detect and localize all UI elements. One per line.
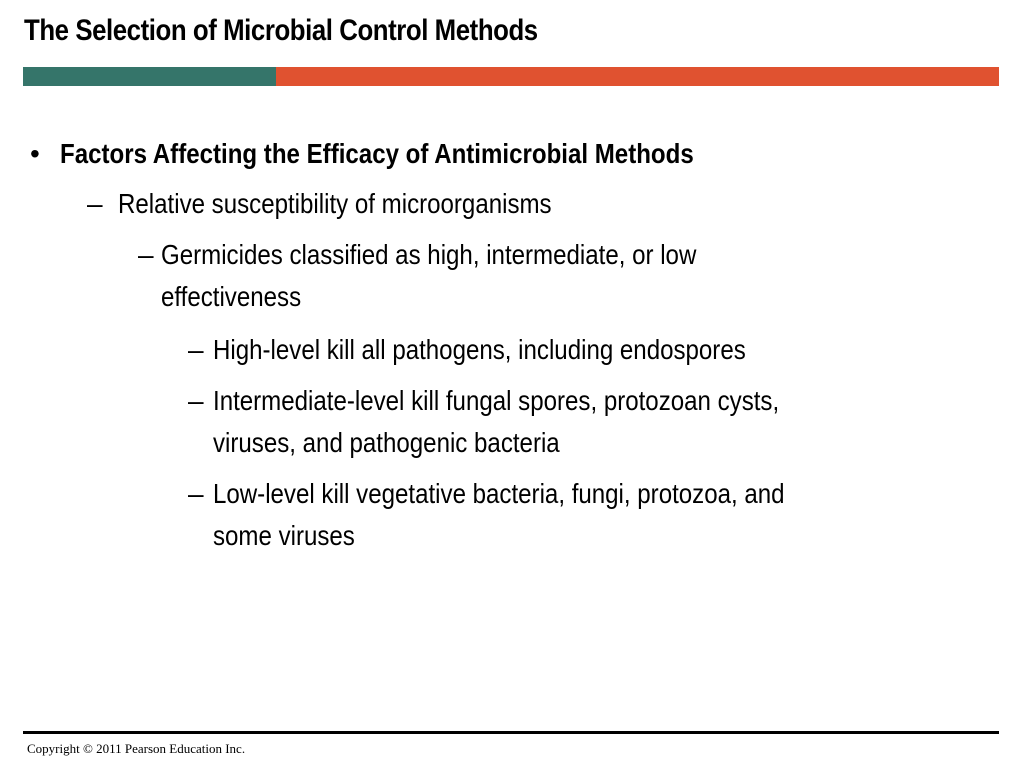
dash-icon: –	[188, 385, 204, 416]
outline-level4-item-intermediate-continued: viruses, and pathogenic bacteria	[213, 427, 560, 458]
footer-divider	[23, 731, 999, 734]
outline-level4-item-high: High-level kill all pathogens, including endospores	[213, 334, 746, 365]
accent-bar-teal-segment	[23, 67, 276, 86]
outline-level3-text: Germicides classified as high, intermediate, or low	[161, 239, 697, 270]
outline-level4-item-intermediate: Intermediate-level kill fungal spores, protozoan cysts,	[213, 385, 780, 416]
dash-icon: –	[138, 239, 154, 270]
outline-level2-text: Relative susceptibility of microorganisms	[118, 188, 552, 219]
outline-level1-text: Factors Affecting the Efficacy of Antimicrobial Methods	[60, 138, 694, 169]
outline-level4-item-low: Low-level kill vegetative bacteria, fungi, protozoa, and	[213, 478, 785, 509]
slide-title: The Selection of Microbial Control Methods	[24, 14, 538, 47]
outline-level4-item-low-continued: some viruses	[213, 520, 355, 551]
copyright-notice: Copyright © 2011 Pearson Education Inc.	[27, 741, 246, 756]
accent-bar-orange-segment	[276, 67, 999, 86]
outline-level3-text-continued: effectiveness	[161, 281, 302, 312]
dash-icon: –	[188, 334, 204, 365]
bullet-icon: •	[30, 138, 40, 169]
title-accent-bar	[23, 67, 999, 86]
dash-icon: –	[87, 188, 103, 219]
dash-icon: –	[188, 478, 204, 509]
